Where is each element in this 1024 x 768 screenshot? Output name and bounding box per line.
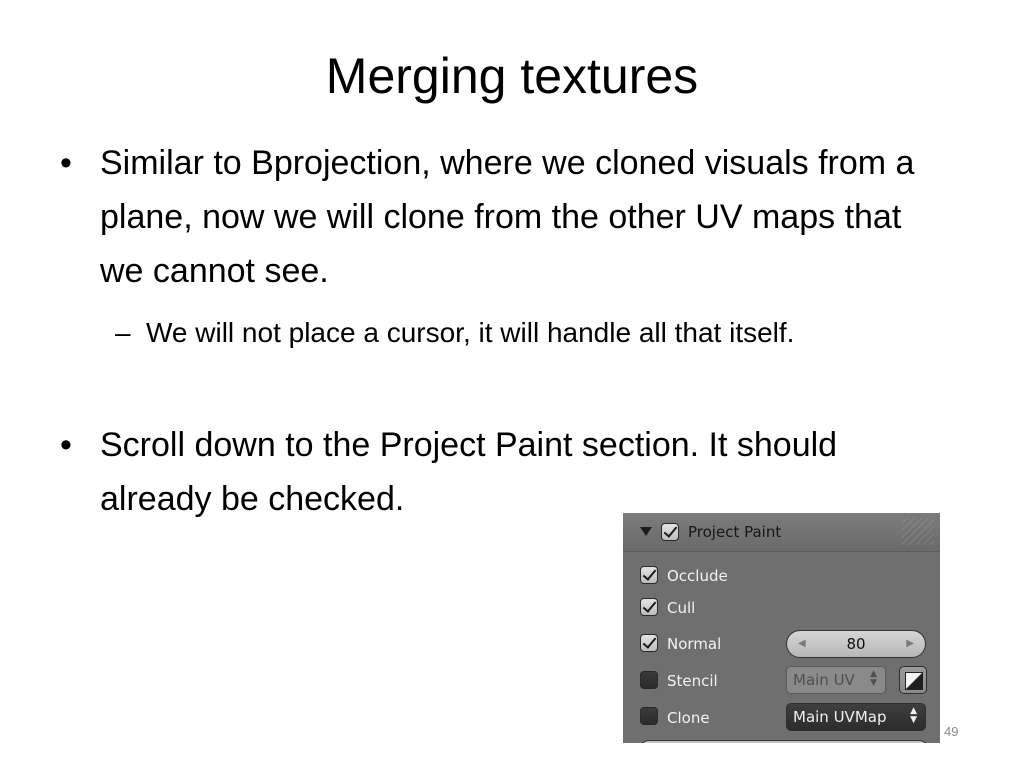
clone-label: Clone (667, 709, 710, 727)
stencil-uv-value: Main UV (793, 671, 855, 689)
sub-bullet-marker: – (115, 317, 131, 348)
cull-label: Cull (667, 599, 696, 617)
clone-uv-value: Main UVMap (793, 708, 887, 726)
slide-title: Merging textures (325, 48, 699, 104)
clone-checkbox (640, 707, 658, 725)
page-number: 49 (944, 724, 959, 739)
bullet-text: Scroll down to the Project Paint section. It should already be checked. (100, 426, 838, 518)
panel-header-label: Project Paint (688, 523, 782, 541)
sub-bullet-text: We will not place a cursor, it will handle all that itself. (146, 317, 795, 348)
project-paint-panel-screenshot (623, 513, 940, 743)
partial-field-below (639, 740, 929, 743)
updown-arrows-icon: ▲ ▼ (870, 669, 877, 688)
normal-value-field (786, 630, 926, 658)
decrement-arrow-icon: ◀ (798, 638, 806, 649)
clone-uv-select (786, 703, 926, 731)
drag-grip-icon (902, 517, 934, 545)
occlude-checkbox (640, 566, 658, 584)
normal-checkbox (640, 634, 658, 652)
header-checkbox (661, 523, 679, 541)
panel-header (623, 513, 940, 552)
bullet-marker: • (60, 426, 72, 464)
occlude-label: Occlude (667, 567, 728, 585)
normal-value: 80 (846, 635, 866, 653)
cull-checkbox (640, 598, 658, 616)
normal-label: Normal (667, 635, 722, 653)
bullet-marker: • (60, 144, 72, 182)
stencil-checkbox (640, 671, 658, 689)
bullet-text: Similar to Bprojection, where we cloned visuals from a plane, now we will clone from the other UV maps that we cannot see. (100, 144, 915, 290)
increment-arrow-icon: ▶ (906, 638, 914, 649)
stencil-color-swatch (899, 666, 927, 694)
color-swatch-icon (905, 672, 923, 690)
stencil-uv-select (786, 666, 886, 694)
updown-arrows-icon: ▲ ▼ (910, 706, 917, 725)
collapse-triangle-icon (640, 527, 652, 536)
stencil-label: Stencil (667, 672, 718, 690)
